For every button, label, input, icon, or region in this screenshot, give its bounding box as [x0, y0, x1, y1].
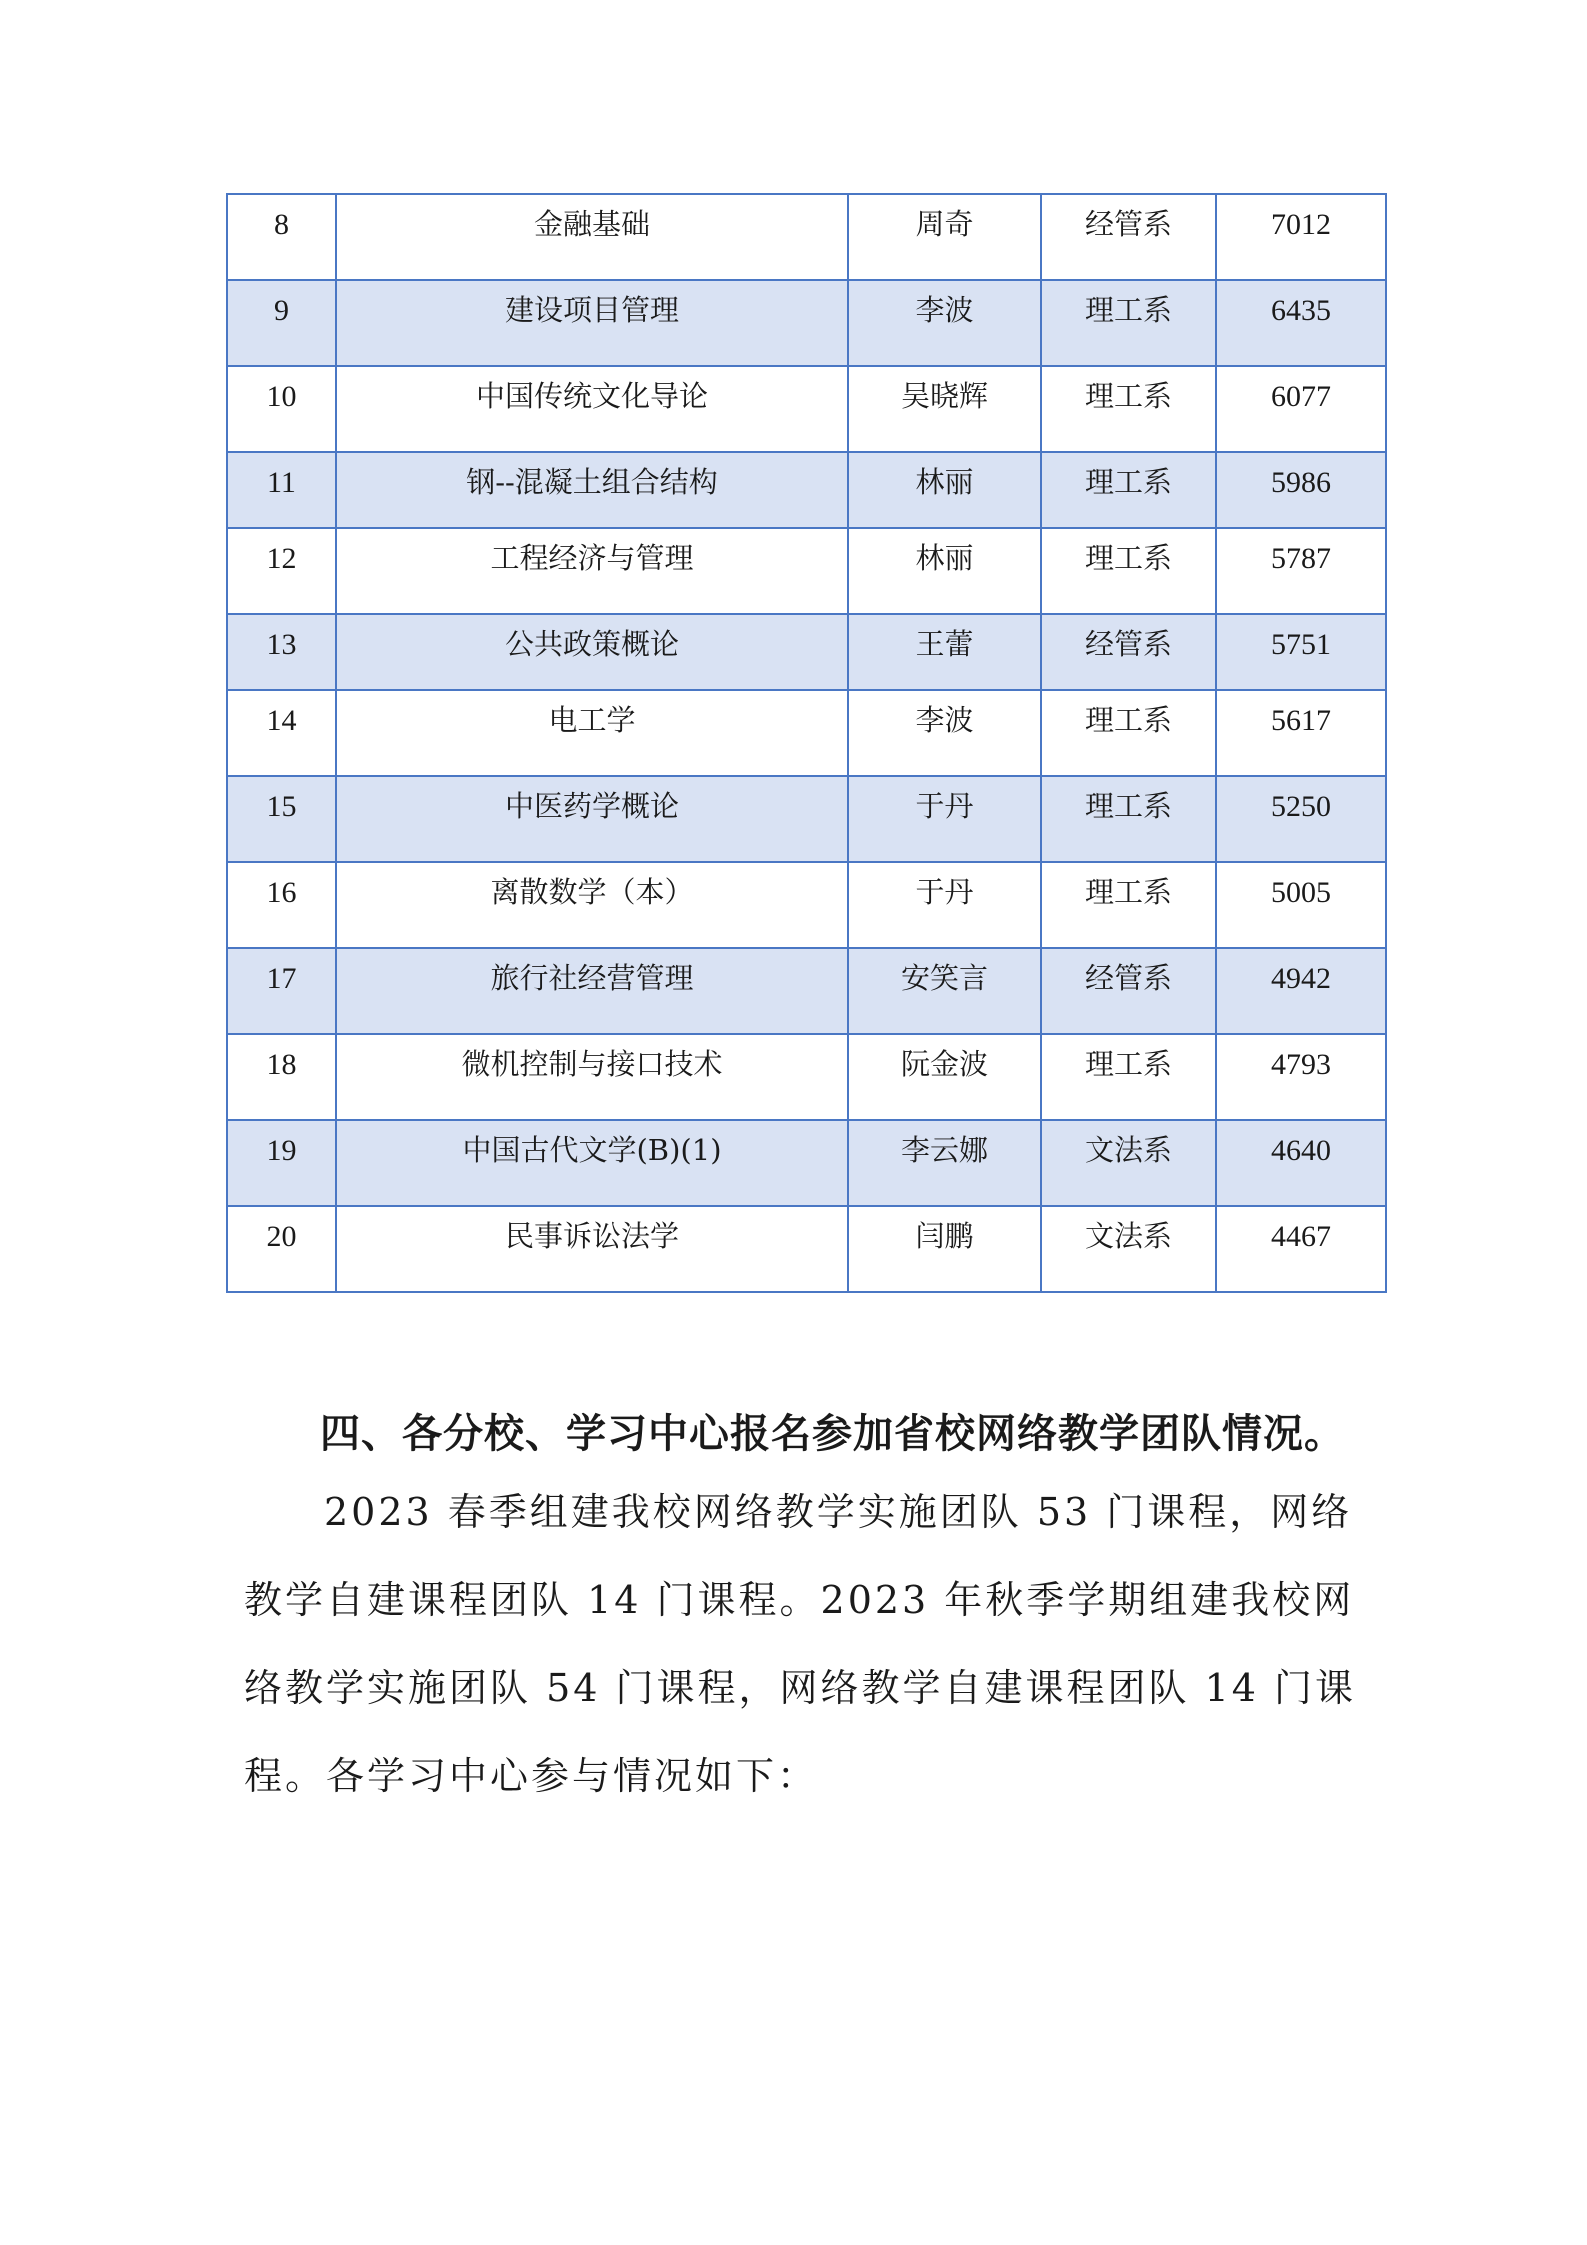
teacher-name: 林丽 — [848, 452, 1041, 528]
department: 理工系 — [1041, 280, 1216, 366]
department: 理工系 — [1041, 528, 1216, 614]
department: 理工系 — [1041, 452, 1216, 528]
paragraph-line: 程。各学习中心参与情况如下： — [244, 1754, 819, 1798]
table-row — [227, 614, 1386, 690]
table-row — [227, 366, 1386, 452]
table-row — [227, 452, 1386, 528]
department: 文法系 — [1041, 1120, 1216, 1206]
department: 文法系 — [1041, 1206, 1216, 1292]
teacher-name: 闫鹏 — [848, 1206, 1041, 1292]
row-index: 20 — [227, 1206, 336, 1292]
enrollment-count: 6077 — [1216, 366, 1386, 452]
table-body — [227, 194, 1386, 1292]
table-row — [227, 528, 1386, 614]
enrollment-count: 4793 — [1216, 1034, 1386, 1120]
table-row — [227, 194, 1386, 280]
department: 理工系 — [1041, 862, 1216, 948]
course-name: 中医药学概论 — [336, 776, 848, 862]
row-index: 11 — [227, 452, 336, 528]
department: 经管系 — [1041, 614, 1216, 690]
table-row — [227, 280, 1386, 366]
table-row — [227, 1034, 1386, 1120]
department: 经管系 — [1041, 948, 1216, 1034]
course-name: 工程经济与管理 — [336, 528, 848, 614]
paragraph-line: 络教学实施团队 54 门课程，网络教学自建课程团队 14 门课 — [244, 1666, 1357, 1710]
course-name: 公共政策概论 — [336, 614, 848, 690]
course-name: 中国古代文学(B)(1) — [336, 1120, 848, 1206]
teacher-name: 吴晓辉 — [848, 366, 1041, 452]
course-name: 旅行社经营管理 — [336, 948, 848, 1034]
row-index: 12 — [227, 528, 336, 614]
department: 理工系 — [1041, 1034, 1216, 1120]
enrollment-count: 5751 — [1216, 614, 1386, 690]
row-index: 15 — [227, 776, 336, 862]
teacher-name: 阮金波 — [848, 1034, 1041, 1120]
table-row — [227, 862, 1386, 948]
teacher-name: 于丹 — [848, 862, 1041, 948]
course-name: 民事诉讼法学 — [336, 1206, 848, 1292]
teacher-name: 李云娜 — [848, 1120, 1041, 1206]
section-heading: 四、各分校、学习中心报名参加省校网络教学团队情况。 — [320, 1411, 1345, 1457]
enrollment-count: 5250 — [1216, 776, 1386, 862]
teacher-name: 安笑言 — [848, 948, 1041, 1034]
enrollment-count: 4942 — [1216, 948, 1386, 1034]
course-name: 微机控制与接口技术 — [336, 1034, 848, 1120]
course-ranking-table — [226, 193, 1387, 1293]
row-index: 19 — [227, 1120, 336, 1206]
enrollment-count: 6435 — [1216, 280, 1386, 366]
body-paragraph — [244, 1468, 1357, 1820]
paragraph-line: 教学自建课程团队 14 门课程。2023 年秋季学期组建我校网 — [244, 1578, 1355, 1622]
teacher-name: 于丹 — [848, 776, 1041, 862]
row-index: 9 — [227, 280, 336, 366]
enrollment-count: 5787 — [1216, 528, 1386, 614]
table-row — [227, 1120, 1386, 1206]
department: 理工系 — [1041, 776, 1216, 862]
course-name: 钢--混凝土组合结构 — [336, 452, 848, 528]
enrollment-count: 5005 — [1216, 862, 1386, 948]
department: 理工系 — [1041, 366, 1216, 452]
enrollment-count: 5986 — [1216, 452, 1386, 528]
course-name: 建设项目管理 — [336, 280, 848, 366]
enrollment-count: 5617 — [1216, 690, 1386, 776]
course-name: 金融基础 — [336, 194, 848, 280]
teacher-name: 李波 — [848, 690, 1041, 776]
row-index: 8 — [227, 194, 336, 280]
course-name: 离散数学（本） — [336, 862, 848, 948]
row-index: 14 — [227, 690, 336, 776]
paragraph-line: 2023 春季组建我校网络教学实施团队 53 门课程，网络 — [324, 1490, 1353, 1534]
course-name: 中国传统文化导论 — [336, 366, 848, 452]
teacher-name: 林丽 — [848, 528, 1041, 614]
enrollment-count: 4467 — [1216, 1206, 1386, 1292]
teacher-name: 周奇 — [848, 194, 1041, 280]
table-row — [227, 690, 1386, 776]
table-row — [227, 1206, 1386, 1292]
enrollment-count: 4640 — [1216, 1120, 1386, 1206]
row-index: 13 — [227, 614, 336, 690]
row-index: 17 — [227, 948, 336, 1034]
department: 理工系 — [1041, 690, 1216, 776]
department: 经管系 — [1041, 194, 1216, 280]
row-index: 18 — [227, 1034, 336, 1120]
teacher-name: 王蕾 — [848, 614, 1041, 690]
teacher-name: 李波 — [848, 280, 1041, 366]
course-name: 电工学 — [336, 690, 848, 776]
row-index: 10 — [227, 366, 336, 452]
row-index: 16 — [227, 862, 336, 948]
enrollment-count: 7012 — [1216, 194, 1386, 280]
table-row — [227, 776, 1386, 862]
table-row — [227, 948, 1386, 1034]
